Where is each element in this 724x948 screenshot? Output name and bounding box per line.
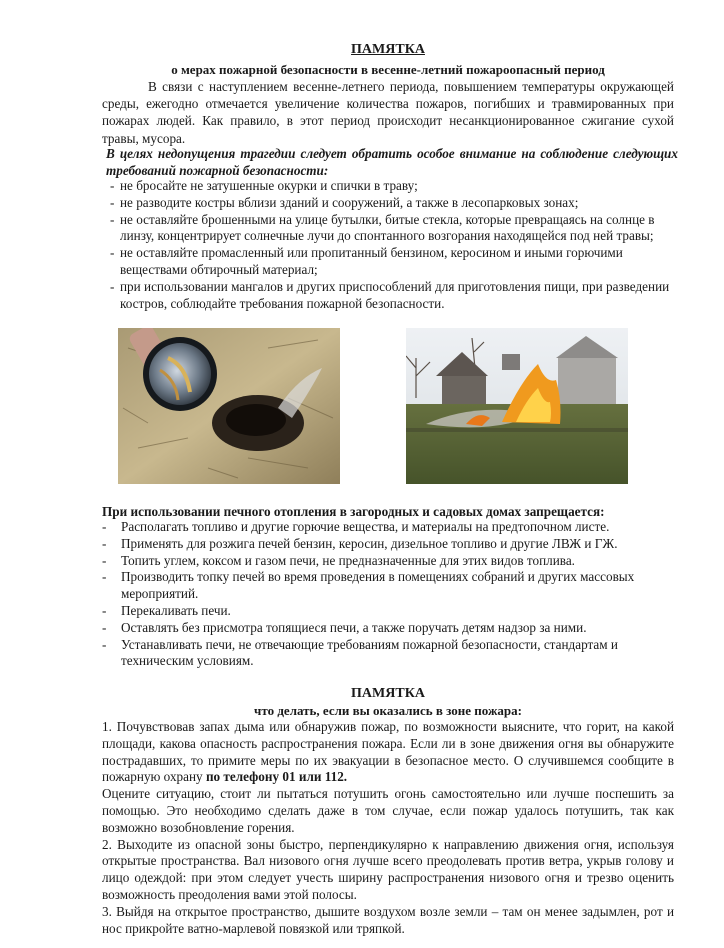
list-item: - Производить топку печей во время проведения в помещениях собраний и других массовых мероприятий. [102,569,674,603]
memo1-subtitle: о мерах пожарной безопасности в весенне-летний пожароопасный период [171,62,605,77]
memo2-paragraph-2: 2. Выходите из опасной зоны быстро, перпендикулярно к направлению движения огня, используя открытые пространства. Вал низового огня лучше всего преодолевать против ветра, укрыв голову и лицо одеждой: при этом следует учесть ширину распространения низового огня и трезво оценить возможность преодоления вами этой полосы. [102,836,674,902]
memo1-intro: В связи с наступлением весенне-летнего периода, повышением температуры окружающей среды, ежегодно отмечается увеличение количества пожаров, погибших и травмированных при пожарах людей. Как правило, в этот период происходит несанкционированное сжигание сухой травы, мусора. [102,79,674,146]
list-item: - Перекаливать печи. [102,603,674,620]
list-item: - не оставляйте промасленный или пропитанный бензином, керосином и иными горючими веществами обтирочный материал; [102,245,674,279]
grass-burning-village-photo [406,328,628,484]
memo1-title: ПАМЯТКА [351,42,425,57]
memo2-paragraph-3: 3. Выйдя на открытое пространство, дышите воздухом возле земли – там он менее задымлен, рот и нос прикройте ватно-марлевой повязкой или тряпкой. [102,903,674,936]
list-item: - не разводите костры вблизи зданий и сооружений, а также в лесопарковых зонах; [102,195,674,212]
list-item: - Топить углем, коксом и газом печи, не предназначенные для этих видов топлива. [102,553,674,570]
memo2-paragraph-1 [102,719,674,786]
memo2-subtitle: что делать, если вы оказались в зоне пожара: [254,703,522,718]
list-item: - не бросайте не затушенные окурки и спички в траву; [102,178,674,195]
emergency-phone: по телефону 01 или 112. [205,769,348,785]
magnifier-grass-fire-photo [118,328,340,484]
list-item: - Применять для розжига печей бензин, керосин, дизельное топливо и другие ЛВЖ и ГЖ. [102,536,674,553]
memo2-title: ПАМЯТКА [351,686,425,701]
list-item: - Оставлять без присмотра топящиеся печи, а также поручать детям надзор за ними. [102,620,674,637]
memo1-attention: В целях недопущения трагедии следует обратить особое внимание на соблюдение следующих требований пожарной безопасности: [106,146,678,178]
memo2-body [102,719,674,937]
list-item: - не оставляйте брошенными на улице бутылки, битые стекла, которые превращаясь на солнце в линзу, концентрирует солнечные лучи до спонтанного возгорания находящейся под ней травы; [102,212,674,246]
memo2-p1-text: 1. Почувствовав запах дыма или обнаружив пожар, по возможности выясните, что горит, на какой площади, какова опасность распространения пожара. Если ли в зоне движения огня вы обнаружите пострадавших, то примите меры по их эвакуации в безопасное место. О случившемся сообщите в пожарную охрану [102,719,674,785]
list-item: - Располагать топливо и другие горючие вещества, и материалы на предтопочном листе. [102,519,674,536]
list-item: - при использовании мангалов и других приспособлений для приготовления пищи, при разведении костров, соблюдайте требования пожарной безопасности. [102,279,674,313]
fire-safety-rules-list [102,178,674,312]
stove-prohibitions-list [102,519,674,670]
illustrations [118,328,628,484]
stove-section-heading: При использовании печного отопления в загородных и садовых домах запрещается: [102,504,605,519]
memo2-paragraph-1b: Оцените ситуацию, стоит ли пытаться потушить огонь самостоятельно или лучше поспешить за помощью. Это необходимо сделать даже в том случае, если пожар удалось потушить, так как возможно возобновление горения. [102,786,674,835]
list-item: - Устанавливать печи, не отвечающие требованиям пожарной безопасности, стандартам и техническим условиям. [102,637,674,671]
